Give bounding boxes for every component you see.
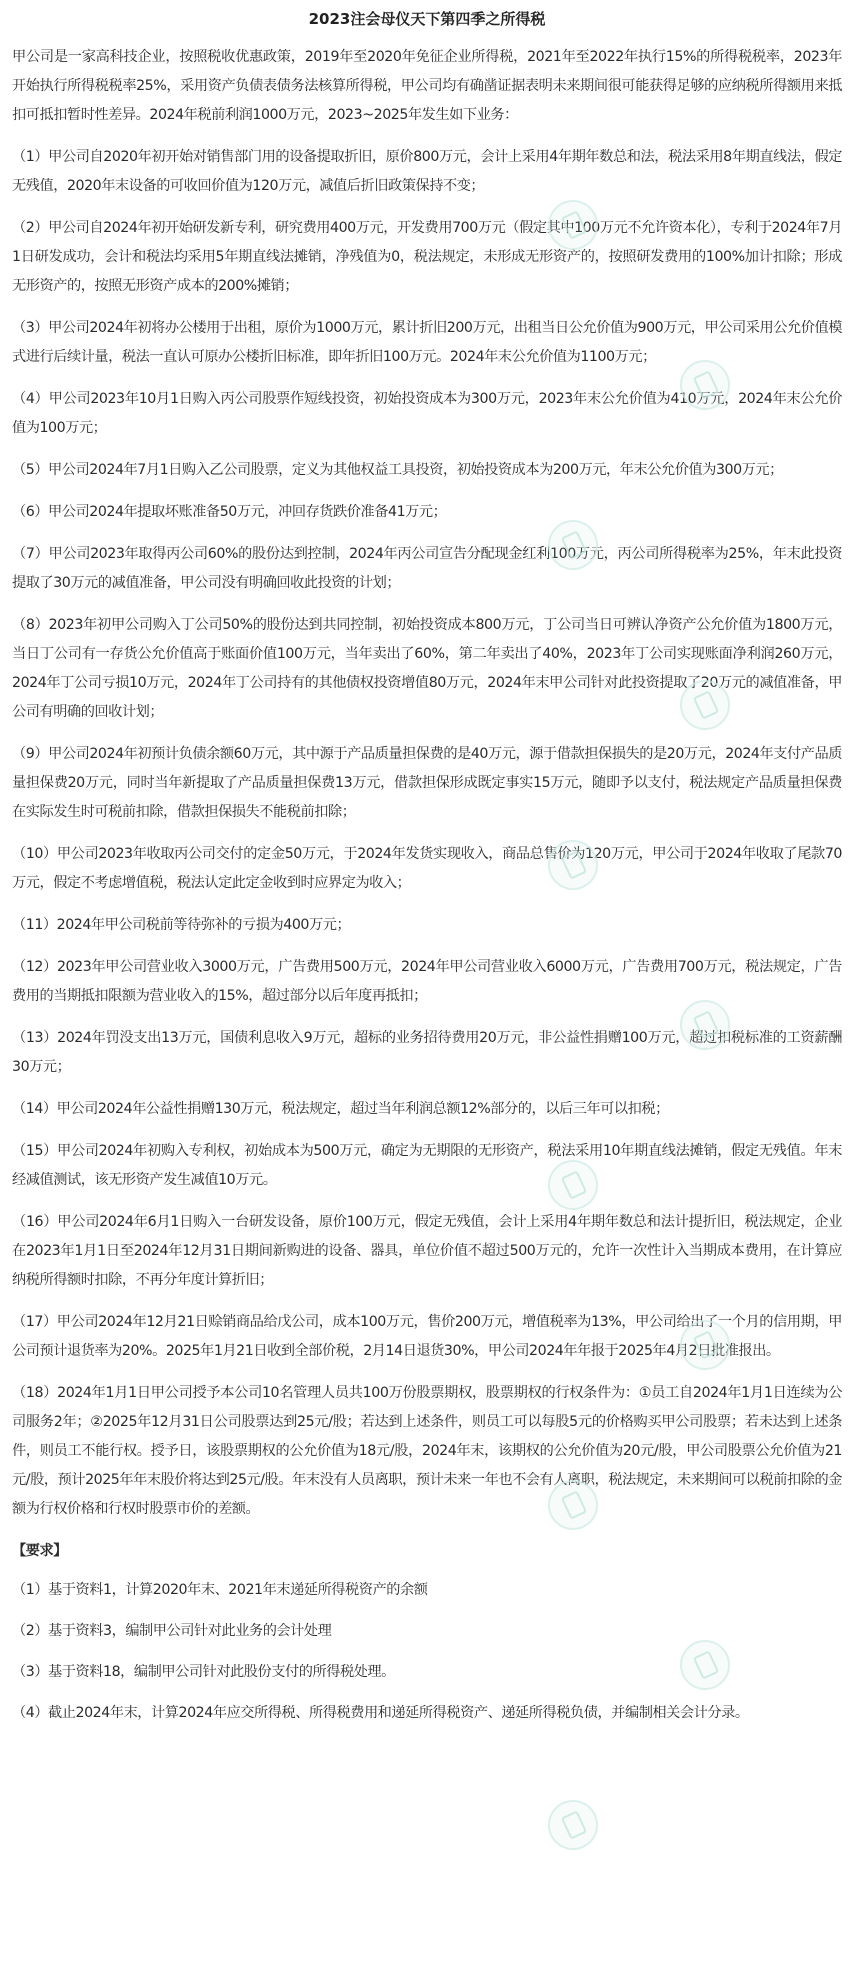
case-item: （17）甲公司2024年12月21日赊销商品给戊公司，成本100万元，售价200万元，增值税率为13%，甲公司给出了一个月的信用期，甲公司预计退货率为20%。2025年1月21日收到全部价税，2月14日退货30%，甲公司2024年年报于2025年4月2日批准报出。: [12, 1314, 842, 1359]
case-item: （3）甲公司2024年初将办公楼用于出租，原价为1000万元，累计折旧200万元，出租当日公允价值为900万元，甲公司采用公允价值模式进行后续计量，税法一直认可原办公楼折旧标准，即年折旧100万元。2024年末公允价值为1100万元；: [12, 320, 842, 365]
case-materials-list: [12, 143, 842, 1524]
case-item: （1）甲公司自2020年初开始对销售部门用的设备提取折旧，原价800万元，会计上采用4年期年数总和法，税法采用8年期直线法，假定无残值，2020年末设备的可收回价值为120万元，减值后折旧政策保持不变；: [12, 149, 842, 194]
requirement-item: （4）截止2024年末，计算2024年应交所得税、所得税费用和递延所得税资产、递延所得税负债，并编制相关会计分录。: [12, 1705, 749, 1721]
requirements-heading: 【要求】: [12, 1543, 67, 1559]
requirement-item: （2）基于资料3，编制甲公司针对此业务的会计处理: [12, 1623, 332, 1639]
requirement-item: （3）基于资料18，编制甲公司针对此股份支付的所得税处理。: [12, 1664, 395, 1680]
case-item: （5）甲公司2024年7月1日购入乙公司股票，定义为其他权益工具投资，初始投资成本为200万元，年末公允价值为300万元；: [12, 462, 783, 478]
case-item: （8）2023年初甲公司购入丁公司50%的股份达到共同控制，初始投资成本800万元，丁公司当日可辨认净资产公允价值为1800万元，当日丁公司有一存货公允价值高于账面价值100万元，当年卖出了60%，第二年卖出了40%，2023年丁公司实现账面净利润260万元，2024年丁公司亏损10万元，2024年丁公司持有的其他债权投资增值80万元，2024年末甲公司针对此投资提取了20万元的减值准备，甲公司有明确的回收计划；: [12, 617, 842, 720]
case-item: （7）甲公司2023年取得丙公司60%的股份达到控制，2024年丙公司宣告分配现金红利100万元，丙公司所得税率为25%，年末此投资提取了30万元的减值准备，甲公司没有明确回收此投资的计划；: [12, 546, 842, 591]
requirements-list: [12, 1576, 842, 1728]
watermark-logo: [548, 1800, 598, 1850]
case-item: （16）甲公司2024年6月1日购入一台研发设备，原价100万元，假定无残值，会计上采用4年期年数总和法计提折旧，税法规定，企业在2023年1月1日至2024年12月31日期间新购进的设备、器具，单位价值不超过500万元的，允许一次性计入当期成本费用，在计算应纳税所得额时扣除，不再分年度计算折旧；: [12, 1214, 842, 1288]
case-item: （4）甲公司2023年10月1日购入丙公司股票作短线投资，初始投资成本为300万元，2023年末公允价值为410万元，2024年末公允价值为100万元；: [12, 391, 842, 436]
document: [12, 8, 842, 1740]
case-item: （13）2024年罚没支出13万元，国债利息收入9万元，超标的业务招待费用20万元，非公益性捐赠100万元，超过扣税标准的工资薪酬30万元；: [12, 1030, 842, 1075]
case-item: （11）2024年甲公司税前等待弥补的亏损为400万元；: [12, 917, 351, 933]
requirement-item: （1）基于资料1，计算2020年末、2021年末递延所得税资产的余额: [12, 1582, 428, 1598]
case-item: （14）甲公司2024年公益性捐赠130万元，税法规定，超过当年利润总额12%部分的，以后三年可以扣税；: [12, 1101, 669, 1117]
case-item: （6）甲公司2024年提取坏账准备50万元，冲回存货跌价准备41万元；: [12, 504, 447, 520]
case-item: （10）甲公司2023年收取丙公司交付的定金50万元，于2024年发货实现收入，商品总售价为120万元，甲公司于2024年收取了尾款70万元，假定不考虑增值税，税法认定此定金收到时应界定为收入；: [12, 846, 842, 891]
case-item: （15）甲公司2024年初购入专利权，初始成本为500万元，确定为无期限的无形资产，税法采用10年期直线法摊销，假定无残值。年末经减值测试，该无形资产发生减值10万元。: [12, 1143, 842, 1188]
case-item: （18）2024年1月1日甲公司授予本公司10名管理人员共100万份股票期权，股票期权的行权条件为：①员工自2024年1月1日连续为公司服务2年；②2025年12月31日公司股票达到25元/股；若达到上述条件，则员工可以每股5元的价格购买甲公司股票；若未达到上述条件，则员工不能行权。授予日，该股票期权的公允价值为18元/股，2024年末，该期权的公允价值为20元/股，甲公司股票公允价值为21元/股，预计2025年年末股价将达到25元/股。年末没有人员离职，预计未来一年也不会有人离职，税法规定，未来期间可以税前扣除的金额为行权价格和行权时股票市价的差额。: [12, 1385, 842, 1517]
intro-paragraph: 甲公司是一家高科技企业，按照税收优惠政策，2019年至2020年免征企业所得税，2021年至2022年执行15%的所得税税率，2023年开始执行所得税税率25%，采用资产负债表债务法核算所得税，甲公司均有确凿证据表明未来期间很可能获得足够的应纳税所得额用来抵扣可抵扣暂时性差异。2024年税前利润1000万元，2023~2025年发生如下业务：: [12, 49, 842, 123]
case-item: （12）2023年甲公司营业收入3000万元，广告费用500万元，2024年甲公司营业收入6000万元，广告费用700万元，税法规定，广告费用的当期抵扣限额为营业收入的15%，超过部分以后年度再抵扣；: [12, 959, 842, 1004]
case-item: （9）甲公司2024年初预计负债余额60万元，其中源于产品质量担保费的是40万元，源于借款担保损失的是20万元，2024年支付产品质量担保费20万元，同时当年新提取了产品质量担保费13万元，借款担保形成既定事实15万元，随即予以支付，税法规定产品质量担保费在实际发生时可税前扣除，借款担保损失不能税前扣除；: [12, 746, 842, 820]
document-title: 2023注会母仪天下第四季之所得税: [308, 10, 546, 28]
case-item: （2）甲公司自2024年初开始研发新专利，研究费用400万元，开发费用700万元（假定其中100万元不允许资本化），专利于2024年7月1日研发成功，会计和税法均采用5年期直线法摊销，净残值为0，税法规定，未形成无形资产的，按照研发费用的100%加计扣除；形成无形资产的，按照无形资产成本的200%摊销；: [12, 220, 842, 294]
